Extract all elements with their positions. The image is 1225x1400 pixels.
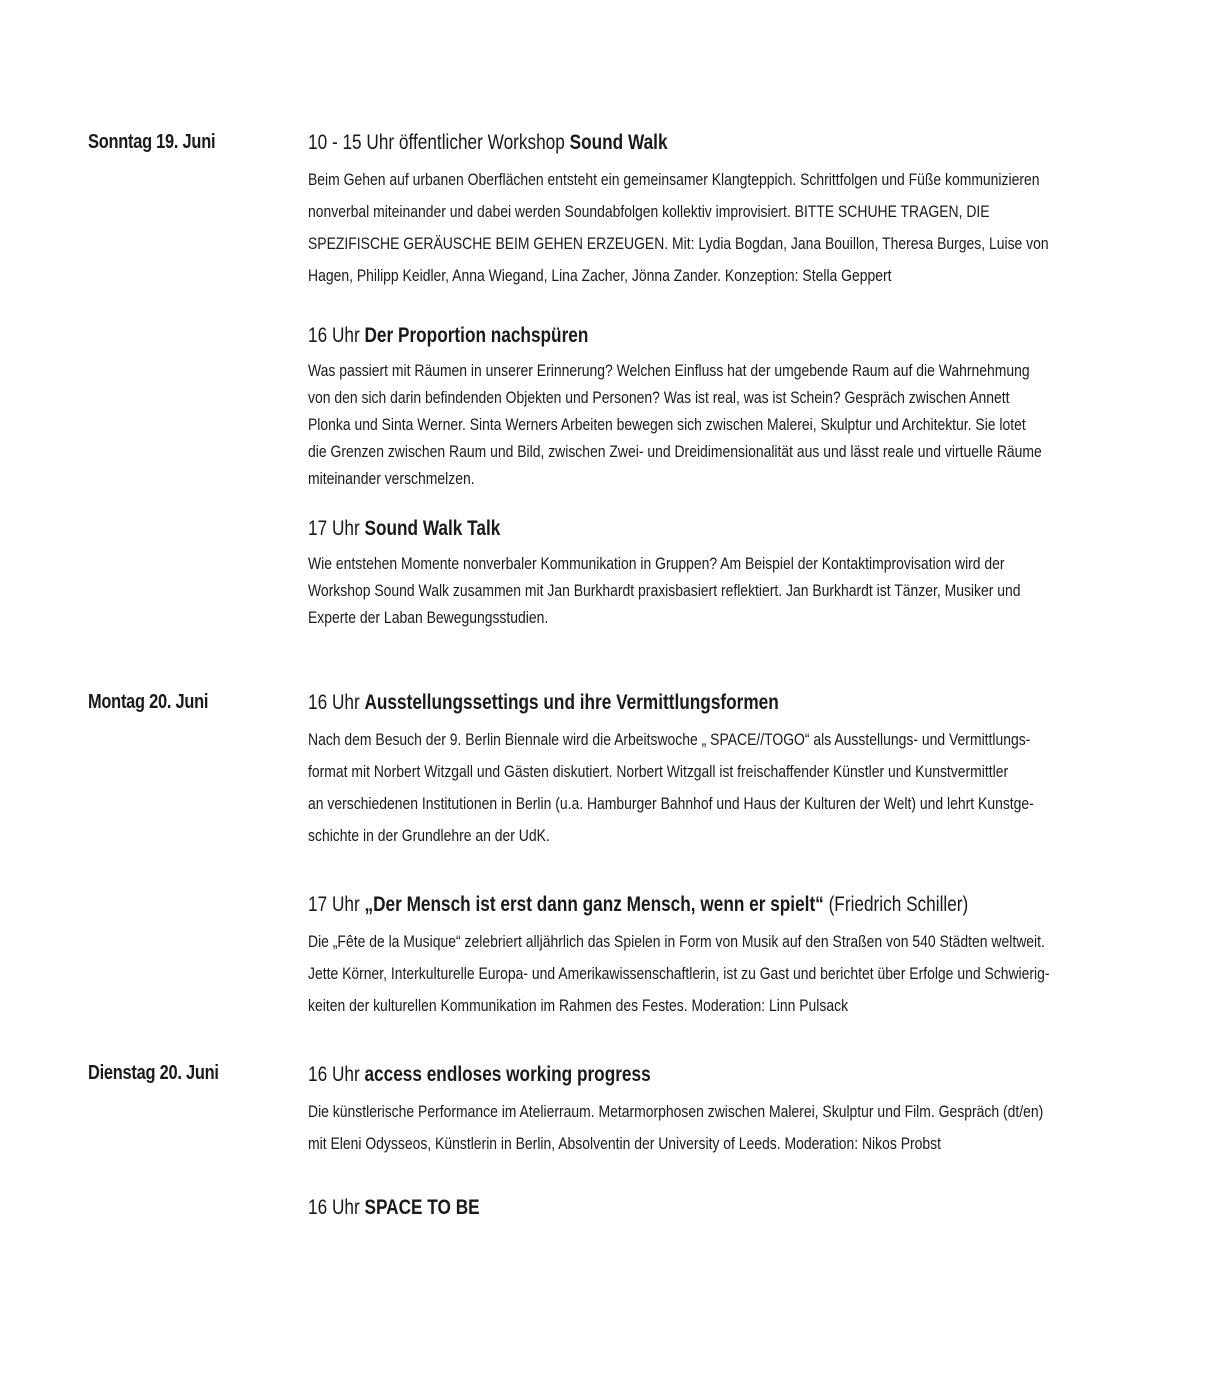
description-line: an verschiedenen Institutionen in Berlin (u.a. Hamburger Bahnhof und Haus der Kulturen der Welt) und lehrt Kunstge-: [308, 794, 1034, 813]
event-time: 10 - 15 Uhr öffentlicher Workshop: [308, 131, 570, 154]
event-sound-walk: [308, 130, 1149, 292]
event-title: SPACE TO BE: [364, 1196, 480, 1219]
description-line: keiten der kulturellen Kommunikation im Rahmen des Festes. Moderation: Linn Pulsack: [308, 996, 849, 1015]
event-title: Sound Walk: [569, 131, 668, 154]
event-heading: [308, 1195, 1149, 1221]
event-title: „Der Mensch ist erst dann ganz Mensch, wenn er spielt“: [364, 893, 824, 916]
day-label-tuesday: Dienstag 20. Juni: [88, 1062, 219, 1084]
event-heading: [308, 690, 1149, 716]
event-title: Der Proportion nachspüren: [364, 324, 589, 347]
event-heading: [308, 323, 1149, 349]
description-line: Die künstlerische Performance im Atelierraum. Metarmorphosen zwischen Malerei, Skulptur und Film. Gespräch (dt/en): [308, 1102, 1044, 1121]
event-access-working-progress: [308, 1062, 1149, 1160]
event-time: 16 Uhr: [308, 324, 365, 347]
event-heading: [308, 892, 1149, 918]
event-mensch-spielt: [308, 892, 1149, 1022]
description-line: mit Eleni Odysseos, Künstlerin in Berlin, Absolventin der University of Leeds. Moderation: Nikos Probst: [308, 1134, 942, 1153]
description-line: Hagen, Philipp Keidler, Anna Wiegand, Lina Zacher, Jönna Zander. Konzeption: Stella Geppert: [308, 266, 892, 285]
event-description: [308, 357, 1149, 492]
description-line: Jette Körner, Interkulturelle Europa- und Amerikawissenschaftlerin, ist zu Gast und berichtet über Erfolge und Schwierig-: [308, 964, 1050, 983]
description-line: schichte in der Grundlehre an der UdK.: [308, 826, 550, 845]
event-time: 16 Uhr: [308, 691, 365, 714]
event-time: 16 Uhr: [308, 1063, 365, 1086]
description-line: Beim Gehen auf urbanen Oberflächen entsteht ein gemeinsamer Klangteppich. Schrittfolgen und Füße kommunizieren: [308, 170, 1040, 189]
description-line: nonverbal miteinander und dabei werden Soundabfolgen kollektiv improvisiert. BITTE SCHUHE TRAGEN, DIE: [308, 202, 990, 221]
event-ausstellungssettings: [308, 690, 1149, 852]
event-time: 17 Uhr: [308, 517, 365, 540]
event-description: [308, 724, 1149, 852]
description-line: Workshop Sound Walk zusammen mit Jan Burkhardt praxisbasiert reflektiert. Jan Burkhardt ist Tänzer, Musiker und: [308, 581, 1021, 600]
description-line: Wie entstehen Momente nonverbaler Kommunikation in Gruppen? Am Beispiel der Kontaktimprovisation wird der: [308, 554, 1005, 573]
event-description: [308, 164, 1149, 292]
event-time: 16 Uhr: [308, 1196, 365, 1219]
event-heading: [308, 1062, 1149, 1088]
day-label-monday: Montag 20. Juni: [88, 691, 209, 713]
description-line: Plonka und Sinta Werner. Sinta Werners Arbeiten bewegen sich zwischen Malerei, Skulptur und Architektur. Sie lotet: [308, 415, 1026, 434]
event-sound-walk-talk: [308, 516, 1149, 631]
event-proportion: [308, 323, 1149, 492]
description-line: Experte der Laban Bewegungsstudien.: [308, 608, 549, 627]
event-description: [308, 1096, 1149, 1160]
event-title-suffix: (Friedrich Schiller): [823, 893, 969, 916]
description-line: format mit Norbert Witzgall und Gästen diskutiert. Norbert Witzgall ist freischaffender Künstler und Kunstvermittler: [308, 762, 1009, 781]
description-line: Die „Fête de la Musique“ zelebriert alljährlich das Spielen in Form von Musik auf den Straßen von 540 Städten weltweit.: [308, 932, 1045, 951]
event-time: 17 Uhr: [308, 893, 365, 916]
event-title: Sound Walk Talk: [364, 517, 501, 540]
day-label-sunday: Sonntag 19. Juni: [88, 131, 216, 153]
description-line: miteinander verschmelzen.: [308, 469, 475, 488]
event-heading: [308, 130, 1149, 156]
event-title: Ausstellungssettings und ihre Vermittlungsformen: [364, 691, 779, 714]
event-title: access endloses working progress: [364, 1063, 651, 1086]
description-line: SPEZIFISCHE GERÄUSCHE BEIM GEHEN ERZEUGEN. Mit: Lydia Bogdan, Jana Bouillon, Theresa Burges, Luise von: [308, 234, 1049, 253]
description-line: Was passiert mit Räumen in unserer Erinnerung? Welchen Einfluss hat der umgebende Raum auf die Wahrnehmung: [308, 361, 1030, 380]
event-space-to-be: [308, 1195, 1149, 1229]
description-line: die Grenzen zwischen Raum und Bild, zwischen Zwei- und Dreidimensionalität aus und lässt reale und virtuelle Räume: [308, 442, 1042, 461]
event-heading: [308, 516, 1149, 542]
description-line: von den sich darin befindenden Objekten und Personen? Was ist real, was ist Schein? Gespräch zwischen Annett: [308, 388, 1010, 407]
description-line: Nach dem Besuch der 9. Berlin Biennale wird die Arbeitswoche „ SPACE//TOGO“ als Ausstellungs- und Vermittlungs-: [308, 730, 1031, 749]
event-description: [308, 550, 1149, 631]
event-description: [308, 926, 1149, 1022]
